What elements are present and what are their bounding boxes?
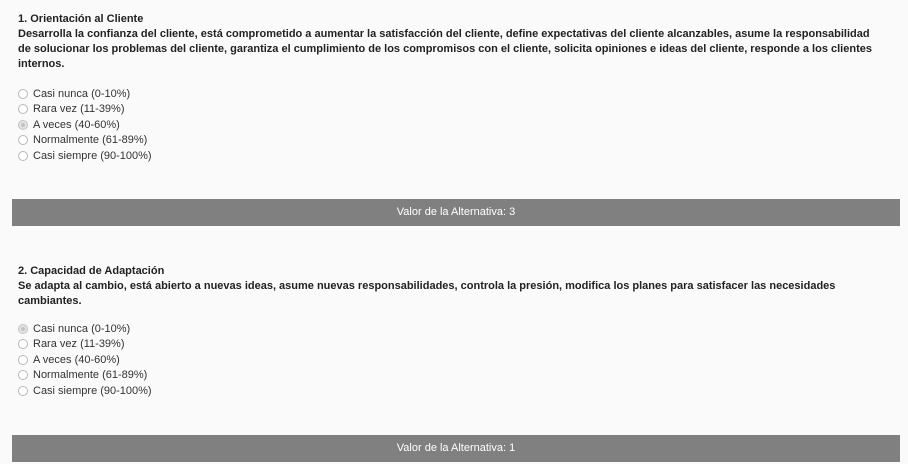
- alternative-value-bar: Valor de la Alternativa: 3: [12, 199, 900, 226]
- option-casi-siempre[interactable]: [18, 148, 152, 164]
- option-label: Normalmente (61-89%): [33, 134, 148, 147]
- option-label: A veces (40-60%): [33, 353, 120, 366]
- radio-button[interactable]: [18, 370, 28, 380]
- question-title: 2. Capacidad de Adaptación: [18, 265, 165, 277]
- question-description: Desarrolla la confianza del cliente, está comprometido a aumentar la satisfacción del cliente, define expectativas del cliente alcanzables, asume la responsabilidad de solucionar los problemas del cliente, garantiza el cumplimiento de los compromisos con el cliente, solicita opiniones e ideas del cliente, responde a los clientes internos.: [18, 28, 872, 70]
- alternative-value-bar: Valor de la Alternativa: 1: [12, 435, 900, 462]
- option-a-veces[interactable]: [18, 117, 152, 133]
- option-label: Casi nunca (0-10%): [33, 87, 131, 100]
- option-label: Rara vez (11-39%): [33, 103, 125, 116]
- radio-button[interactable]: [18, 355, 28, 365]
- option-casi-nunca[interactable]: [18, 321, 152, 337]
- option-label: Casi nunca (0-10%): [33, 322, 131, 335]
- options-group: [18, 321, 152, 399]
- option-label: Rara vez (11-39%): [33, 338, 125, 351]
- options-group: [18, 86, 152, 164]
- radio-button[interactable]: [18, 89, 28, 99]
- radio-button[interactable]: [18, 135, 28, 145]
- radio-button[interactable]: [18, 339, 28, 349]
- radio-button[interactable]: [18, 104, 28, 114]
- option-label: Casi siempre (90-100%): [33, 149, 152, 162]
- option-label: Normalmente (61-89%): [33, 369, 148, 382]
- option-label: Casi siempre (90-100%): [33, 384, 152, 397]
- question-title: 1. Orientación al Cliente: [18, 13, 144, 25]
- option-casi-siempre[interactable]: [18, 383, 152, 399]
- radio-button[interactable]: [18, 386, 28, 396]
- radio-button-selected[interactable]: [18, 324, 28, 334]
- option-normalmente[interactable]: [18, 368, 152, 384]
- option-rara-vez[interactable]: [18, 102, 152, 118]
- radio-button-selected[interactable]: [18, 120, 28, 130]
- radio-button[interactable]: [18, 151, 28, 161]
- option-normalmente[interactable]: [18, 133, 152, 149]
- option-a-veces[interactable]: [18, 352, 152, 368]
- question-description: Se adapta al cambio, está abierto a nuevas ideas, asume nuevas responsabilidades, controla la presión, modifica los planes para satisfacer las necesidades cambiantes.: [18, 280, 836, 307]
- option-label: A veces (40-60%): [33, 118, 120, 131]
- option-rara-vez[interactable]: [18, 337, 152, 353]
- option-casi-nunca[interactable]: [18, 86, 152, 102]
